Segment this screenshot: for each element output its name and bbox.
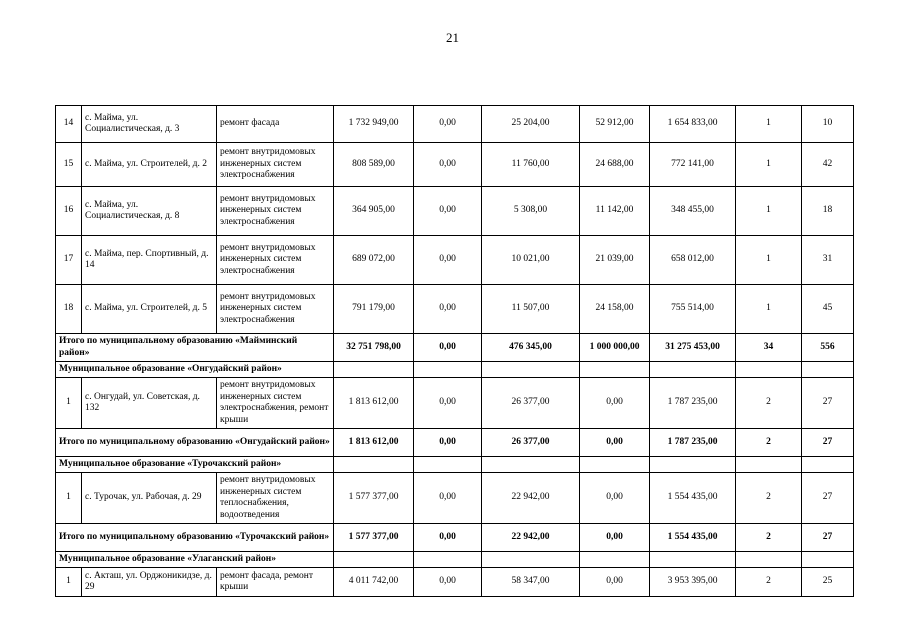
fund-cell: 0,00 bbox=[414, 106, 482, 143]
empty-cell bbox=[580, 552, 650, 568]
residents-cell: 10 bbox=[802, 106, 854, 143]
total-cost-cell: 4 011 742,00 bbox=[334, 568, 414, 597]
residents-cell: 18 bbox=[802, 187, 854, 236]
work-type-cell: ремонт внутридомовых инженерных систем электроснабжения bbox=[217, 143, 334, 187]
subtotal-row bbox=[56, 334, 854, 362]
section-title-cell: Муниципальное образование «Онгудайский район» bbox=[56, 362, 334, 378]
empty-cell bbox=[736, 362, 802, 378]
empty-cell bbox=[736, 552, 802, 568]
local-budget-cell: 0,00 bbox=[580, 378, 650, 429]
fund-cell: 0,00 bbox=[414, 236, 482, 285]
budget-cell: 58 347,00 bbox=[482, 568, 580, 597]
local-budget-cell: 1 000 000,00 bbox=[580, 334, 650, 362]
section-header-row bbox=[56, 457, 854, 473]
local-budget-cell: 11 142,00 bbox=[580, 187, 650, 236]
section-header-row bbox=[56, 362, 854, 378]
section-title-cell: Муниципальное образование «Улаганский район» bbox=[56, 552, 334, 568]
owners-cell: 1 787 235,00 bbox=[650, 378, 736, 429]
budget-cell: 26 377,00 bbox=[482, 378, 580, 429]
total-cost-cell: 791 179,00 bbox=[334, 285, 414, 334]
residents-cell: 42 bbox=[802, 143, 854, 187]
empty-cell bbox=[580, 362, 650, 378]
fund-cell: 0,00 bbox=[414, 285, 482, 334]
empty-cell bbox=[580, 457, 650, 473]
empty-cell bbox=[482, 362, 580, 378]
work-type-cell: ремонт внутридомовых инженерных систем электроснабжения bbox=[217, 236, 334, 285]
fund-cell: 0,00 bbox=[414, 473, 482, 524]
row-number-cell: 1 bbox=[56, 473, 82, 524]
work-type-cell: ремонт внутридомовых инженерных систем электроснабжения bbox=[217, 285, 334, 334]
subtotal-label-cell: Итого по муниципальному образованию «Турочакский район» bbox=[56, 524, 334, 552]
local-budget-cell: 0,00 bbox=[580, 568, 650, 597]
empty-cell bbox=[802, 457, 854, 473]
local-budget-cell: 24 688,00 bbox=[580, 143, 650, 187]
row-number-cell: 17 bbox=[56, 236, 82, 285]
count-cell: 2 bbox=[736, 568, 802, 597]
fund-cell: 0,00 bbox=[414, 187, 482, 236]
empty-cell bbox=[802, 362, 854, 378]
local-budget-cell: 24 158,00 bbox=[580, 285, 650, 334]
repair-program-table bbox=[55, 105, 854, 597]
section-title-cell: Муниципальное образование «Турочакский район» bbox=[56, 457, 334, 473]
empty-cell bbox=[650, 552, 736, 568]
local-budget-cell: 52 912,00 bbox=[580, 106, 650, 143]
work-type-cell: ремонт внутридомовых инженерных систем электроснабжения, ремонт крыши bbox=[217, 378, 334, 429]
owners-cell: 772 141,00 bbox=[650, 143, 736, 187]
row-number-cell: 15 bbox=[56, 143, 82, 187]
row-number-cell: 14 bbox=[56, 106, 82, 143]
empty-cell bbox=[736, 457, 802, 473]
owners-cell: 755 514,00 bbox=[650, 285, 736, 334]
count-cell: 34 bbox=[736, 334, 802, 362]
table-row bbox=[56, 473, 854, 524]
residents-cell: 27 bbox=[802, 429, 854, 457]
fund-cell: 0,00 bbox=[414, 334, 482, 362]
table-row bbox=[56, 236, 854, 285]
row-number-cell: 1 bbox=[56, 378, 82, 429]
total-cost-cell: 364 905,00 bbox=[334, 187, 414, 236]
budget-cell: 11 507,00 bbox=[482, 285, 580, 334]
residents-cell: 25 bbox=[802, 568, 854, 597]
budget-cell: 10 021,00 bbox=[482, 236, 580, 285]
budget-cell: 22 942,00 bbox=[482, 524, 580, 552]
subtotal-row bbox=[56, 524, 854, 552]
residents-cell: 31 bbox=[802, 236, 854, 285]
owners-cell: 348 455,00 bbox=[650, 187, 736, 236]
budget-cell: 5 308,00 bbox=[482, 187, 580, 236]
residents-cell: 45 bbox=[802, 285, 854, 334]
budget-cell: 25 204,00 bbox=[482, 106, 580, 143]
count-cell: 1 bbox=[736, 143, 802, 187]
empty-cell bbox=[482, 552, 580, 568]
table-row bbox=[56, 378, 854, 429]
address-cell: с. Онгудай, ул. Советская, д. 132 bbox=[82, 378, 217, 429]
page-number: 21 bbox=[446, 30, 459, 45]
total-cost-cell: 1 813 612,00 bbox=[334, 429, 414, 457]
row-number-cell: 16 bbox=[56, 187, 82, 236]
table-row bbox=[56, 568, 854, 597]
empty-cell bbox=[414, 552, 482, 568]
owners-cell: 3 953 395,00 bbox=[650, 568, 736, 597]
section-header-row bbox=[56, 552, 854, 568]
owners-cell: 1 654 833,00 bbox=[650, 106, 736, 143]
count-cell: 1 bbox=[736, 285, 802, 334]
total-cost-cell: 1 813 612,00 bbox=[334, 378, 414, 429]
count-cell: 1 bbox=[736, 106, 802, 143]
count-cell: 2 bbox=[736, 524, 802, 552]
total-cost-cell: 32 751 798,00 bbox=[334, 334, 414, 362]
count-cell: 1 bbox=[736, 187, 802, 236]
total-cost-cell: 1 577 377,00 bbox=[334, 473, 414, 524]
fund-cell: 0,00 bbox=[414, 143, 482, 187]
total-cost-cell: 689 072,00 bbox=[334, 236, 414, 285]
table-row bbox=[56, 143, 854, 187]
table-row bbox=[56, 187, 854, 236]
owners-cell: 31 275 453,00 bbox=[650, 334, 736, 362]
empty-cell bbox=[414, 362, 482, 378]
table-row bbox=[56, 285, 854, 334]
local-budget-cell: 21 039,00 bbox=[580, 236, 650, 285]
address-cell: с. Майма, ул. Строителей, д. 5 bbox=[82, 285, 217, 334]
address-cell: с. Майма, ул. Строителей, д. 2 bbox=[82, 143, 217, 187]
empty-cell bbox=[482, 457, 580, 473]
empty-cell bbox=[650, 362, 736, 378]
total-cost-cell: 808 589,00 bbox=[334, 143, 414, 187]
owners-cell: 1 554 435,00 bbox=[650, 524, 736, 552]
work-type-cell: ремонт фасада bbox=[217, 106, 334, 143]
fund-cell: 0,00 bbox=[414, 568, 482, 597]
table-row bbox=[56, 106, 854, 143]
work-type-cell: ремонт внутридомовых инженерных систем электроснабжения bbox=[217, 187, 334, 236]
empty-cell bbox=[334, 362, 414, 378]
empty-cell bbox=[650, 457, 736, 473]
subtotal-row bbox=[56, 429, 854, 457]
residents-cell: 556 bbox=[802, 334, 854, 362]
fund-cell: 0,00 bbox=[414, 378, 482, 429]
empty-cell bbox=[802, 552, 854, 568]
address-cell: с. Майма, ул. Социалистическая, д. 8 bbox=[82, 187, 217, 236]
count-cell: 1 bbox=[736, 236, 802, 285]
budget-cell: 26 377,00 bbox=[482, 429, 580, 457]
address-cell: с. Турочак, ул. Рабочая, д. 29 bbox=[82, 473, 217, 524]
work-type-cell: ремонт фасада, ремонт крыши bbox=[217, 568, 334, 597]
count-cell: 2 bbox=[736, 429, 802, 457]
residents-cell: 27 bbox=[802, 378, 854, 429]
local-budget-cell: 0,00 bbox=[580, 524, 650, 552]
fund-cell: 0,00 bbox=[414, 524, 482, 552]
work-type-cell: ремонт внутридомовых инженерных систем теплоснабжения, водоотведения bbox=[217, 473, 334, 524]
empty-cell bbox=[414, 457, 482, 473]
fund-cell: 0,00 bbox=[414, 429, 482, 457]
subtotal-label-cell: Итого по муниципальному образованию «Онгудайский район» bbox=[56, 429, 334, 457]
total-cost-cell: 1 577 377,00 bbox=[334, 524, 414, 552]
residents-cell: 27 bbox=[802, 473, 854, 524]
address-cell: с. Майма, ул. Социалистическая, д. 3 bbox=[82, 106, 217, 143]
residents-cell: 27 bbox=[802, 524, 854, 552]
total-cost-cell: 1 732 949,00 bbox=[334, 106, 414, 143]
subtotal-label-cell: Итого по муниципальному образованию «Майминский район» bbox=[56, 334, 334, 362]
local-budget-cell: 0,00 bbox=[580, 429, 650, 457]
count-cell: 2 bbox=[736, 473, 802, 524]
budget-cell: 476 345,00 bbox=[482, 334, 580, 362]
empty-cell bbox=[334, 552, 414, 568]
count-cell: 2 bbox=[736, 378, 802, 429]
owners-cell: 1 554 435,00 bbox=[650, 473, 736, 524]
address-cell: с. Акташ, ул. Орджоникидзе, д. 29 bbox=[82, 568, 217, 597]
address-cell: с. Майма, пер. Спортивный, д. 14 bbox=[82, 236, 217, 285]
row-number-cell: 18 bbox=[56, 285, 82, 334]
owners-cell: 1 787 235,00 bbox=[650, 429, 736, 457]
empty-cell bbox=[334, 457, 414, 473]
local-budget-cell: 0,00 bbox=[580, 473, 650, 524]
budget-cell: 22 942,00 bbox=[482, 473, 580, 524]
budget-cell: 11 760,00 bbox=[482, 143, 580, 187]
row-number-cell: 1 bbox=[56, 568, 82, 597]
owners-cell: 658 012,00 bbox=[650, 236, 736, 285]
